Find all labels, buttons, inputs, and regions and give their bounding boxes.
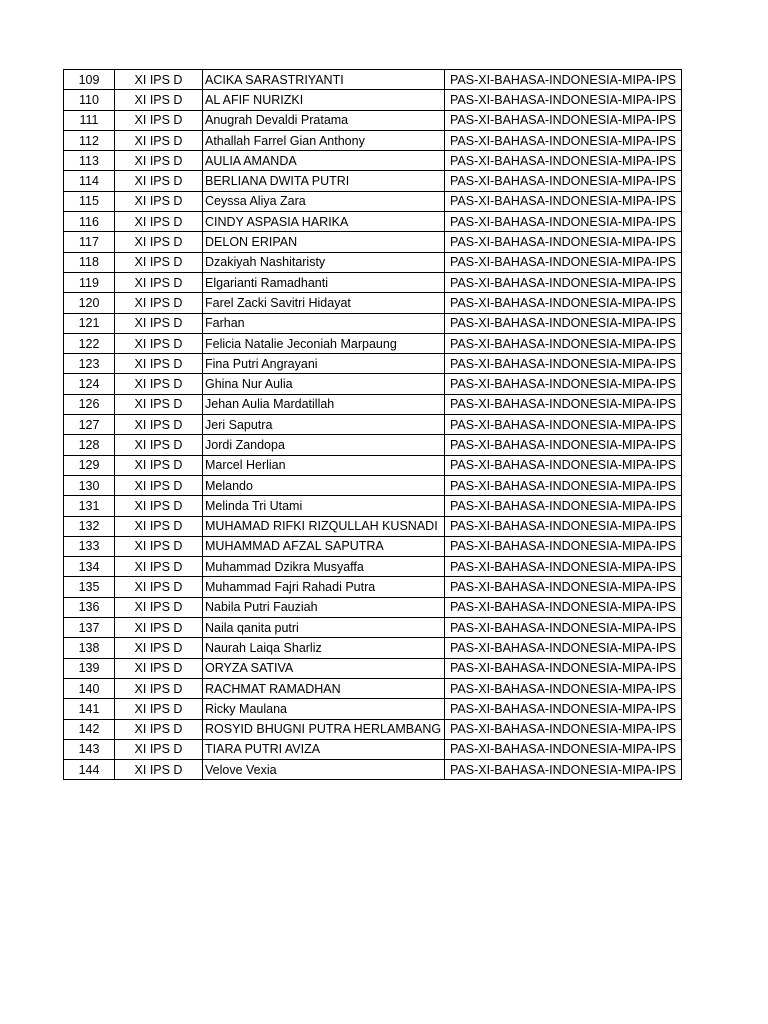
class-cell: XI IPS D — [115, 171, 203, 191]
class-cell: XI IPS D — [115, 70, 203, 90]
exam-code: PAS-XI-BAHASA-INDONESIA-MIPA-IPS — [445, 171, 682, 191]
class-cell: XI IPS D — [115, 110, 203, 130]
table-row — [64, 252, 682, 272]
student-name: Athallah Farrel Gian Anthony — [203, 130, 445, 150]
table-row — [64, 232, 682, 252]
class-cell: XI IPS D — [115, 272, 203, 292]
row-number: 134 — [64, 557, 115, 577]
table-row — [64, 699, 682, 719]
table-row — [64, 597, 682, 617]
row-number: 122 — [64, 333, 115, 353]
class-cell: XI IPS D — [115, 151, 203, 171]
class-cell: XI IPS D — [115, 597, 203, 617]
row-number: 135 — [64, 577, 115, 597]
student-name: Felicia Natalie Jeconiah Marpaung — [203, 333, 445, 353]
student-name: Muhammad Fajri Rahadi Putra — [203, 577, 445, 597]
exam-code: PAS-XI-BAHASA-INDONESIA-MIPA-IPS — [445, 313, 682, 333]
exam-code: PAS-XI-BAHASA-INDONESIA-MIPA-IPS — [445, 435, 682, 455]
row-number: 124 — [64, 374, 115, 394]
exam-code: PAS-XI-BAHASA-INDONESIA-MIPA-IPS — [445, 719, 682, 739]
exam-code: PAS-XI-BAHASA-INDONESIA-MIPA-IPS — [445, 455, 682, 475]
student-name: Jehan Aulia Mardatillah — [203, 394, 445, 414]
exam-code: PAS-XI-BAHASA-INDONESIA-MIPA-IPS — [445, 577, 682, 597]
student-name: ACIKA SARASTRIYANTI — [203, 70, 445, 90]
exam-code: PAS-XI-BAHASA-INDONESIA-MIPA-IPS — [445, 536, 682, 556]
class-cell: XI IPS D — [115, 313, 203, 333]
exam-code: PAS-XI-BAHASA-INDONESIA-MIPA-IPS — [445, 333, 682, 353]
exam-code: PAS-XI-BAHASA-INDONESIA-MIPA-IPS — [445, 232, 682, 252]
table-row — [64, 191, 682, 211]
table-row — [64, 110, 682, 130]
class-cell: XI IPS D — [115, 232, 203, 252]
row-number: 117 — [64, 232, 115, 252]
table-row — [64, 70, 682, 90]
table-row — [64, 394, 682, 414]
table-row — [64, 475, 682, 495]
table-row — [64, 333, 682, 353]
student-name: Fina Putri Angrayani — [203, 354, 445, 374]
student-name: Nabila Putri Fauziah — [203, 597, 445, 617]
exam-code: PAS-XI-BAHASA-INDONESIA-MIPA-IPS — [445, 212, 682, 232]
exam-code: PAS-XI-BAHASA-INDONESIA-MIPA-IPS — [445, 70, 682, 90]
table-row — [64, 739, 682, 759]
student-name: ROSYID BHUGNI PUTRA HERLAMBANG — [203, 719, 445, 739]
class-cell: XI IPS D — [115, 516, 203, 536]
row-number: 112 — [64, 130, 115, 150]
exam-code: PAS-XI-BAHASA-INDONESIA-MIPA-IPS — [445, 760, 682, 780]
table-row — [64, 557, 682, 577]
exam-code: PAS-XI-BAHASA-INDONESIA-MIPA-IPS — [445, 151, 682, 171]
student-roster-table — [63, 69, 682, 780]
student-name: Marcel Herlian — [203, 455, 445, 475]
student-name: Melinda Tri Utami — [203, 496, 445, 516]
row-number: 120 — [64, 293, 115, 313]
student-name: CINDY ASPASIA HARIKA — [203, 212, 445, 232]
row-number: 142 — [64, 719, 115, 739]
class-cell: XI IPS D — [115, 557, 203, 577]
student-name: Anugrah Devaldi Pratama — [203, 110, 445, 130]
student-name: RACHMAT RAMADHAN — [203, 678, 445, 698]
table-row — [64, 130, 682, 150]
class-cell: XI IPS D — [115, 536, 203, 556]
student-name: Jordi Zandopa — [203, 435, 445, 455]
table-row — [64, 496, 682, 516]
student-name: Dzakiyah Nashitaristy — [203, 252, 445, 272]
table-row — [64, 212, 682, 232]
table-row — [64, 313, 682, 333]
class-cell: XI IPS D — [115, 374, 203, 394]
table-row — [64, 354, 682, 374]
exam-code: PAS-XI-BAHASA-INDONESIA-MIPA-IPS — [445, 658, 682, 678]
table-row — [64, 455, 682, 475]
student-name: Elgarianti Ramadhanti — [203, 272, 445, 292]
row-number: 128 — [64, 435, 115, 455]
exam-code: PAS-XI-BAHASA-INDONESIA-MIPA-IPS — [445, 110, 682, 130]
student-name: ORYZA SATIVA — [203, 658, 445, 678]
row-number: 119 — [64, 272, 115, 292]
exam-code: PAS-XI-BAHASA-INDONESIA-MIPA-IPS — [445, 394, 682, 414]
table-row — [64, 272, 682, 292]
row-number: 116 — [64, 212, 115, 232]
exam-code: PAS-XI-BAHASA-INDONESIA-MIPA-IPS — [445, 354, 682, 374]
exam-code: PAS-XI-BAHASA-INDONESIA-MIPA-IPS — [445, 557, 682, 577]
class-cell: XI IPS D — [115, 699, 203, 719]
table-row — [64, 374, 682, 394]
row-number: 132 — [64, 516, 115, 536]
table-row — [64, 415, 682, 435]
student-name: TIARA PUTRI AVIZA — [203, 739, 445, 759]
table-row — [64, 293, 682, 313]
table-row — [64, 171, 682, 191]
student-name: Farel Zacki Savitri Hidayat — [203, 293, 445, 313]
table-row — [64, 536, 682, 556]
class-cell: XI IPS D — [115, 496, 203, 516]
table-row — [64, 435, 682, 455]
student-name: Jeri Saputra — [203, 415, 445, 435]
table-row — [64, 719, 682, 739]
row-number: 139 — [64, 658, 115, 678]
row-number: 129 — [64, 455, 115, 475]
table-row — [64, 638, 682, 658]
student-name: Ghina Nur Aulia — [203, 374, 445, 394]
exam-code: PAS-XI-BAHASA-INDONESIA-MIPA-IPS — [445, 90, 682, 110]
student-name: Melando — [203, 475, 445, 495]
class-cell: XI IPS D — [115, 354, 203, 374]
class-cell: XI IPS D — [115, 658, 203, 678]
row-number: 111 — [64, 110, 115, 130]
table-row — [64, 90, 682, 110]
exam-code: PAS-XI-BAHASA-INDONESIA-MIPA-IPS — [445, 272, 682, 292]
row-number: 115 — [64, 191, 115, 211]
row-number: 121 — [64, 313, 115, 333]
class-cell: XI IPS D — [115, 719, 203, 739]
student-name: Velove Vexia — [203, 760, 445, 780]
exam-code: PAS-XI-BAHASA-INDONESIA-MIPA-IPS — [445, 130, 682, 150]
exam-code: PAS-XI-BAHASA-INDONESIA-MIPA-IPS — [445, 739, 682, 759]
row-number: 126 — [64, 394, 115, 414]
class-cell: XI IPS D — [115, 435, 203, 455]
exam-code: PAS-XI-BAHASA-INDONESIA-MIPA-IPS — [445, 618, 682, 638]
class-cell: XI IPS D — [115, 191, 203, 211]
table-row — [64, 678, 682, 698]
exam-code: PAS-XI-BAHASA-INDONESIA-MIPA-IPS — [445, 374, 682, 394]
roster-body — [64, 70, 682, 780]
table-row — [64, 151, 682, 171]
student-name: MUHAMAD RIFKI RIZQULLAH KUSNADI — [203, 516, 445, 536]
student-name: Muhammad Dzikra Musyaffa — [203, 557, 445, 577]
exam-code: PAS-XI-BAHASA-INDONESIA-MIPA-IPS — [445, 496, 682, 516]
class-cell: XI IPS D — [115, 212, 203, 232]
student-name: Ricky Maulana — [203, 699, 445, 719]
student-name: Naurah Laiqa Sharliz — [203, 638, 445, 658]
student-name: AULIA AMANDA — [203, 151, 445, 171]
exam-code: PAS-XI-BAHASA-INDONESIA-MIPA-IPS — [445, 516, 682, 536]
row-number: 140 — [64, 678, 115, 698]
student-name: BERLIANA DWITA PUTRI — [203, 171, 445, 191]
student-name: Farhan — [203, 313, 445, 333]
exam-code: PAS-XI-BAHASA-INDONESIA-MIPA-IPS — [445, 191, 682, 211]
exam-code: PAS-XI-BAHASA-INDONESIA-MIPA-IPS — [445, 699, 682, 719]
student-name: AL AFIF NURIZKI — [203, 90, 445, 110]
class-cell: XI IPS D — [115, 577, 203, 597]
exam-code: PAS-XI-BAHASA-INDONESIA-MIPA-IPS — [445, 293, 682, 313]
class-cell: XI IPS D — [115, 90, 203, 110]
exam-code: PAS-XI-BAHASA-INDONESIA-MIPA-IPS — [445, 415, 682, 435]
class-cell: XI IPS D — [115, 455, 203, 475]
class-cell: XI IPS D — [115, 638, 203, 658]
exam-code: PAS-XI-BAHASA-INDONESIA-MIPA-IPS — [445, 252, 682, 272]
class-cell: XI IPS D — [115, 130, 203, 150]
row-number: 136 — [64, 597, 115, 617]
row-number: 144 — [64, 760, 115, 780]
table-row — [64, 516, 682, 536]
row-number: 138 — [64, 638, 115, 658]
row-number: 110 — [64, 90, 115, 110]
row-number: 127 — [64, 415, 115, 435]
class-cell: XI IPS D — [115, 333, 203, 353]
table-row — [64, 618, 682, 638]
row-number: 118 — [64, 252, 115, 272]
row-number: 143 — [64, 739, 115, 759]
class-cell: XI IPS D — [115, 739, 203, 759]
class-cell: XI IPS D — [115, 415, 203, 435]
class-cell: XI IPS D — [115, 760, 203, 780]
class-cell: XI IPS D — [115, 618, 203, 638]
row-number: 131 — [64, 496, 115, 516]
exam-code: PAS-XI-BAHASA-INDONESIA-MIPA-IPS — [445, 678, 682, 698]
row-number: 130 — [64, 475, 115, 495]
exam-code: PAS-XI-BAHASA-INDONESIA-MIPA-IPS — [445, 638, 682, 658]
class-cell: XI IPS D — [115, 394, 203, 414]
row-number: 114 — [64, 171, 115, 191]
exam-code: PAS-XI-BAHASA-INDONESIA-MIPA-IPS — [445, 597, 682, 617]
row-number: 137 — [64, 618, 115, 638]
class-cell: XI IPS D — [115, 678, 203, 698]
table-row — [64, 760, 682, 780]
row-number: 109 — [64, 70, 115, 90]
class-cell: XI IPS D — [115, 293, 203, 313]
row-number: 141 — [64, 699, 115, 719]
table-row — [64, 577, 682, 597]
class-cell: XI IPS D — [115, 475, 203, 495]
student-name: MUHAMMAD AFZAL SAPUTRA — [203, 536, 445, 556]
table-row — [64, 658, 682, 678]
exam-code: PAS-XI-BAHASA-INDONESIA-MIPA-IPS — [445, 475, 682, 495]
student-name: Ceyssa Aliya Zara — [203, 191, 445, 211]
row-number: 113 — [64, 151, 115, 171]
student-name: Naila qanita putri — [203, 618, 445, 638]
class-cell: XI IPS D — [115, 252, 203, 272]
row-number: 133 — [64, 536, 115, 556]
row-number: 123 — [64, 354, 115, 374]
student-name: DELON ERIPAN — [203, 232, 445, 252]
